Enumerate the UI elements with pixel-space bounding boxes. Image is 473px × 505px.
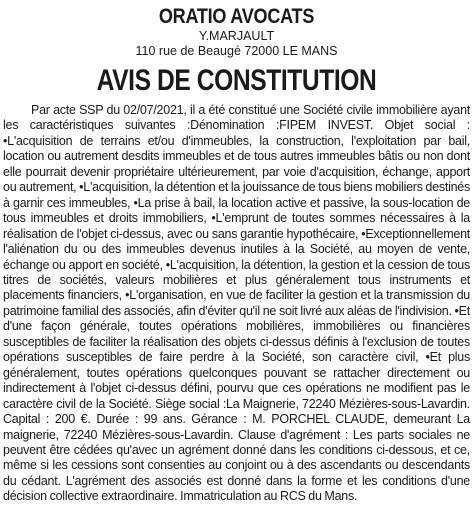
notice-body: Par acte SSP du 02/07/2021, il a été constitué une Société civile immobilière ayant les caractéristiques suivantes :Dénomination :FIPEM INVEST. Objet social : •L'acquisition de terrains et/ou d'immeubles, la construction, l'exploitation par bail, location ou autrement desdits immeubles et de tous autres immeubles bâtis ou non dont elle pourrait devenir propriétaire ultérieurement, par voie d'acquisition, échange, apport ou autrement, •L'acquisition, la détention et la jouissance de tous biens mobiliers destinés à garnir ces immeubles, •La prise à bail, la location active et passive, la sous-location de tous immeubles et droits immobiliers, •L'emprunt de toutes sommes nécessaires à la réalisation de l'objet ci-dessus, avec ou sans garantie hypothécaire, •Exceptionnellement l'aliénation du ou des immeubles devenus inutiles à la Société, au moyen de vente, échange ou apport en société, •L'acquisition, la détention, la gestion et la cession de tous titres de sociétés, valeurs mobilières et plus généralement tous instruments et placements financiers, •L'organisation, en vue de faciliter la gestion et la transmission du patrimoine familial des associés, afin d'éviter qu'il ne soit livré aux aléas de l'indivision. •Et d'une façon générale, toutes opérations mobilières, immobilières ou financières susceptibles de faciliter la réalisation des objets ci-dessus définis à l'exclusion de toutes opérations susceptibles de faire perdre à la Société, son caractère civil, •Et plus généralement, toutes opérations quelconques pouvant se rattacher directement ou indirectement à l'objet ci-dessus défini, pourvu que ces opérations ne modifient pas le caractère civil de la Société. Siège social :La Maignerie, 72240 Mézières-sous-Lavardin. Capital : 200 €. Durée : 99 ans. Gérance : M. PORCHEL CLAUDE, demeurant La maignerie, 72240 Mézières-sous-Lavardin. Clause d'agrément : Les parts sociales ne peuvent être cédées qu'avec un agrément donné dans les conditions ci-dessous, et ce, même si les cessions sont consenties au conjoint ou à des ascendants ou descendants du cédant. L'agrément des associés est donné dans la forme et les conditions d'une décision collective extraordinaire. Immatriculation au RCS du Mans. <box>3 103 470 504</box>
firm-contact-name: Y.MARJAULT <box>198 29 275 43</box>
firm-name: ORATIO AVOCATS <box>158 5 315 28</box>
firm-address: 110 rue de Beaugé 72000 LE MANS <box>135 44 338 58</box>
notice-title: AVIS DE CONSTITUTION <box>96 64 377 97</box>
